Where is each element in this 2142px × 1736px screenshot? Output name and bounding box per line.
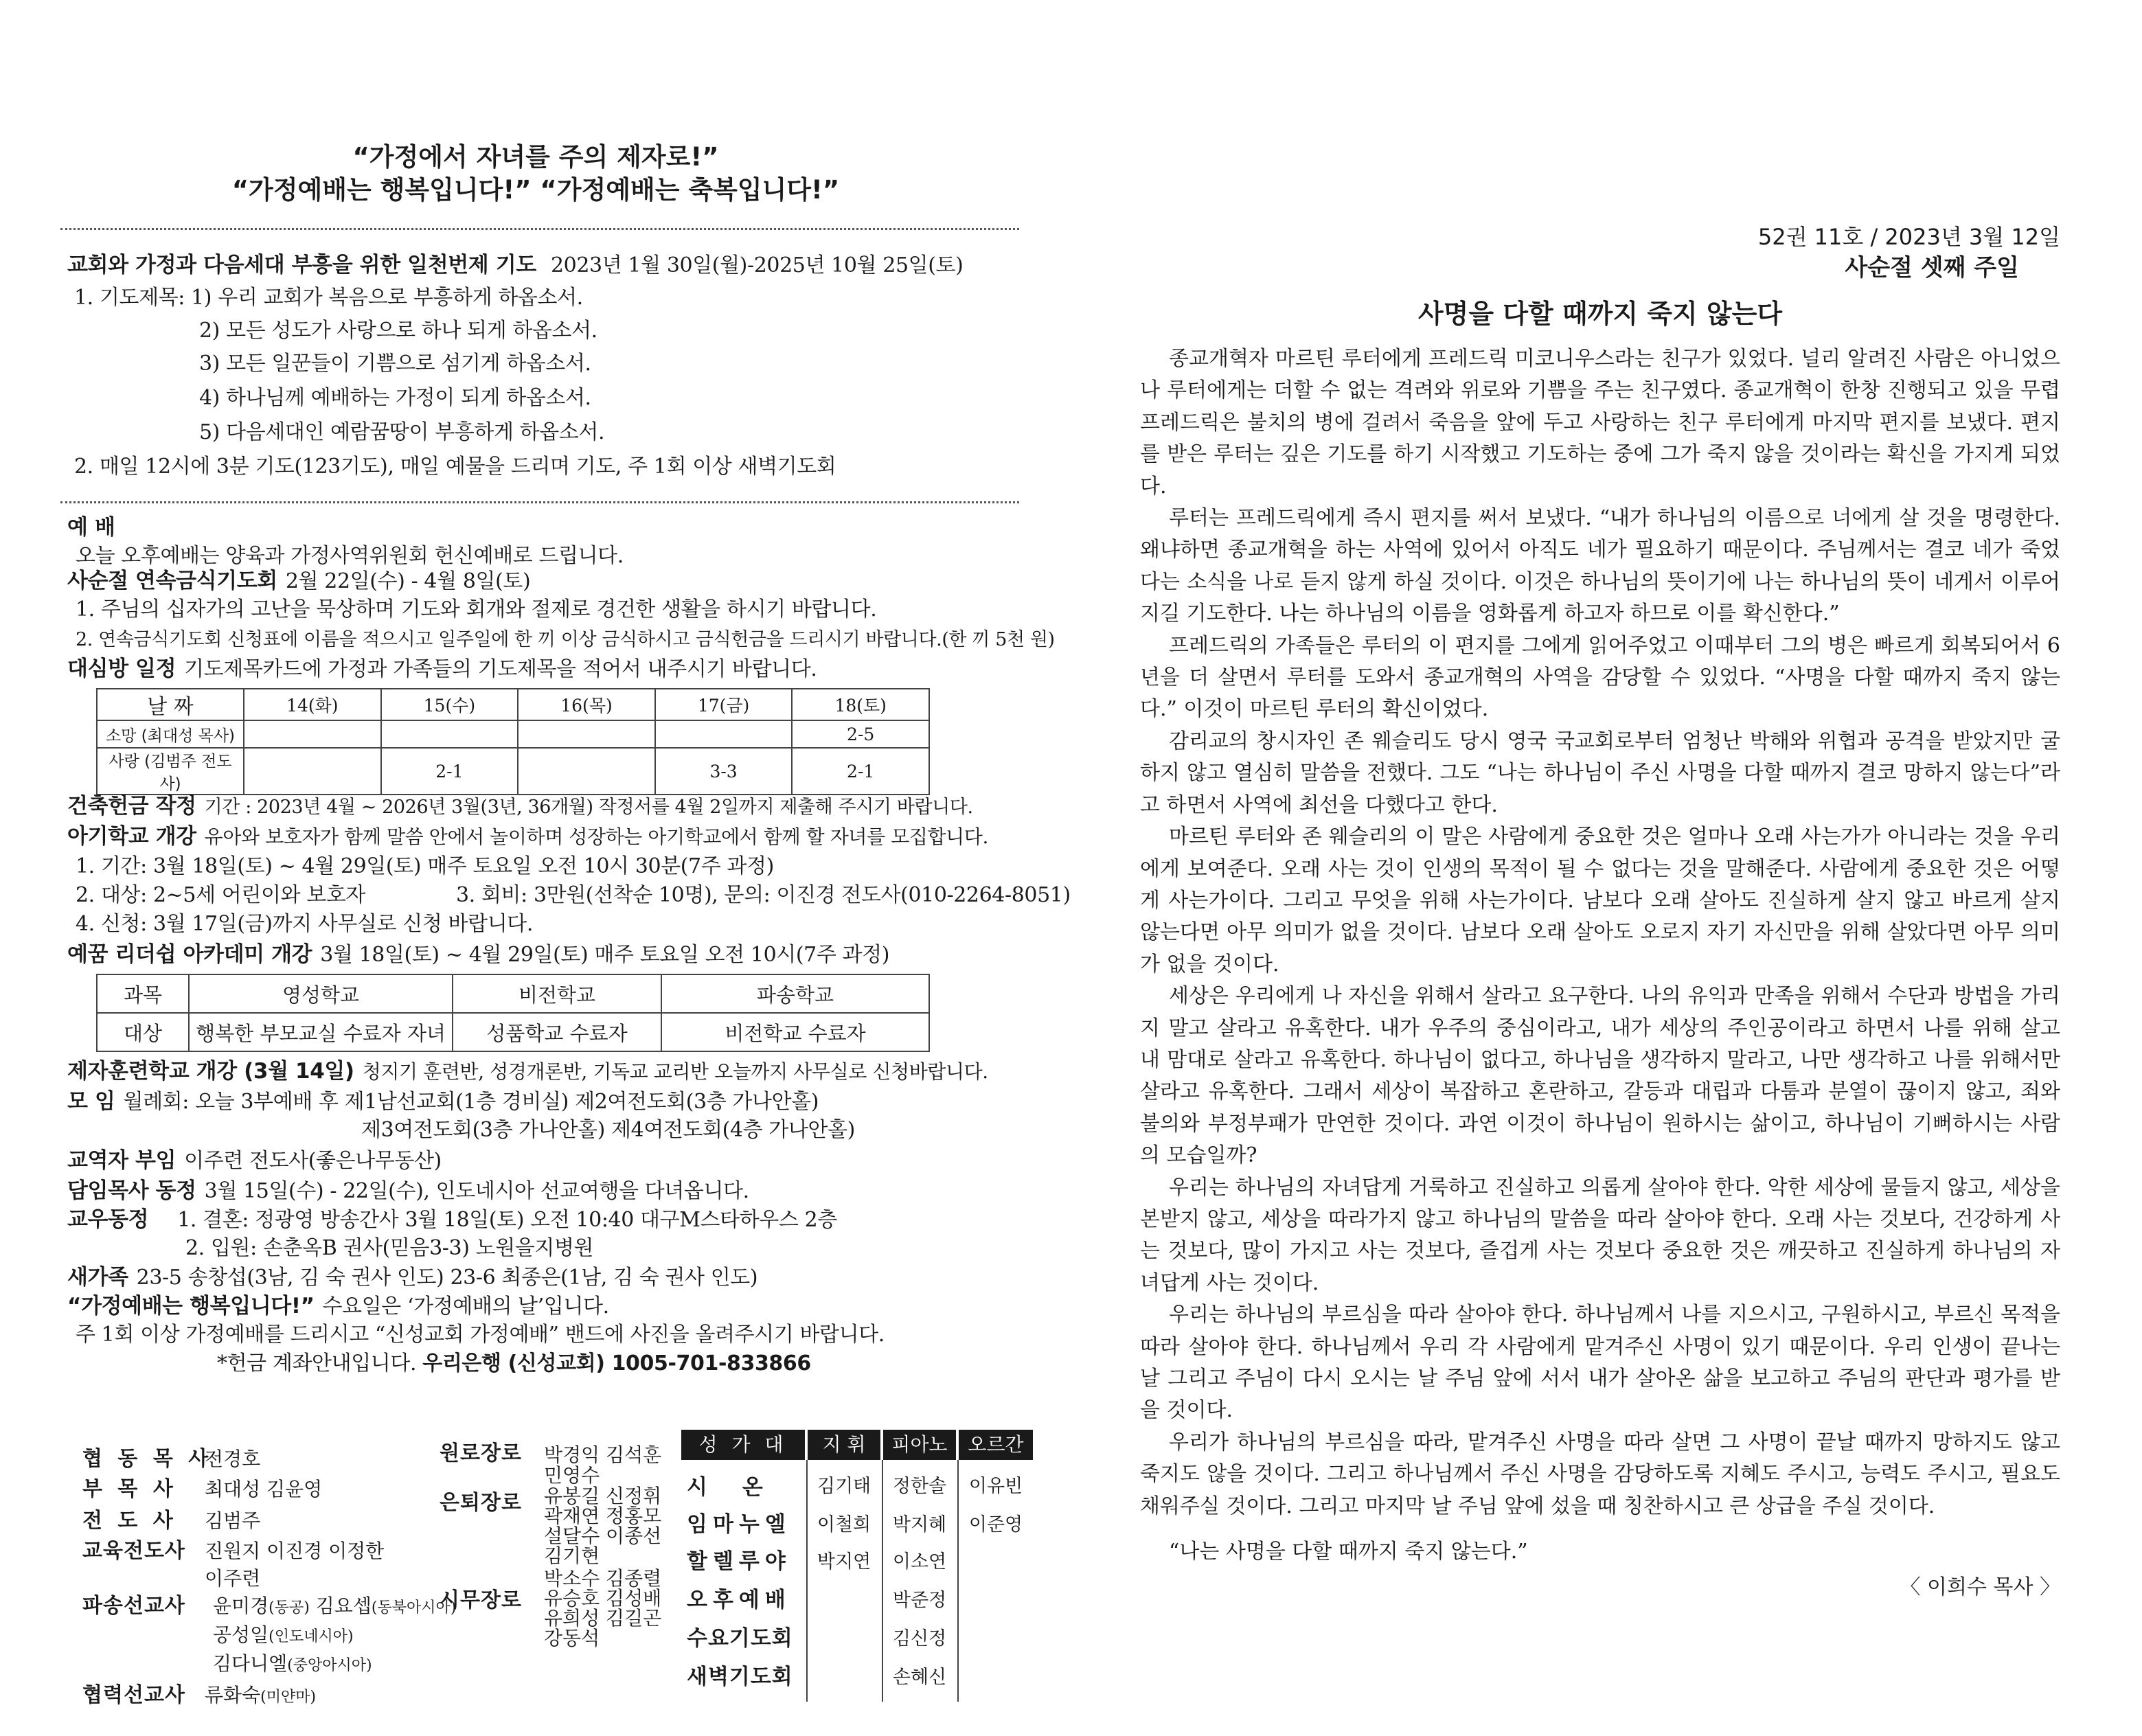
- prayer-subitem: 2) 모든 성도가 사랑으로 하나 되게 하옵소서.: [199, 319, 597, 343]
- staff-name: 김다니엘(중앙아시아): [213, 1652, 372, 1675]
- pianist-name: 이소연: [892, 1551, 947, 1573]
- motto-line-2: “가정예배는 행복입니다!” “가정예배는 축복입니다!”: [231, 175, 840, 205]
- sermon-paragraph: 우리는 하나님의 자녀답게 거룩하고 진실하고 의롭게 살아야 한다. 악한 세상에 물들지 않고, 세상을 본받지 않고, 세상을 따라가지 않고 하나님의 말씀을 따라 살아야 한다. 오래 사는 것보다, 건강하게 사는 것보다, 많이 가지고 사는 것보다, 즐겁게 사는 것보다 중요한 것은 깨끗하고 진실하게 하나님의 자녀답게 사는 것이다.: [1140, 1175, 2060, 1295]
- staff-name: 전경호: [205, 1448, 261, 1470]
- table-header: 16(목): [518, 689, 655, 720]
- prayer-title: [67, 251, 1042, 279]
- family-worship-notice: “가정예배는 행복입니다!” 수요일은 ‘가정예배의 날’입니다.: [67, 1294, 609, 1318]
- role-label: 협 동 목 사: [82, 1447, 213, 1471]
- worship-text: 오늘 오후예배는 양육과 가정사역위원회 헌신예배로 드립니다.: [76, 544, 624, 568]
- table-cell: 2-1: [381, 748, 519, 795]
- baby-school-item-4: 4. 신청: 3월 17일(금)까지 사무실로 신청 바랍니다.: [76, 912, 534, 936]
- staff-arrival-notice: 교역자 부임 이주련 전도사(좋은나무동산): [67, 1148, 442, 1173]
- baby-school-item-2: 2. 대상: 2~5세 어린이와 보호자: [76, 883, 365, 907]
- staff-name: 이주련: [205, 1567, 261, 1590]
- staff-name: 윤미경(동공) 김요셉(동북아시아): [213, 1595, 457, 1617]
- sermon-paragraph: 루터는 프레드릭에게 즉시 편지를 써서 보냈다. “내가 하나님의 이름으로 너에게 살 것을 명령한다. 왜냐하면 종교개혁을 하는 사역에 있어서 아직도 네가 필요하기 때문이다. 주님께서는 결코 네가 죽었다는 소식을 나로 듣지 않게 하실 것이다. 이것은 하나님의 뜻이기에 나는 하나님의 뜻이 네게서 이루어지길 기도한다. 나는 하나님의 이름을 영화롭게 하고자 하므로 이를 확신한다.”: [1140, 506, 2060, 626]
- baby-school-item-3: 3. 회비: 3만원(선착순 10명), 문의: 이진경 전도사(010-2264-8051): [456, 883, 1071, 907]
- table-cell: 2-5: [792, 720, 929, 748]
- building-fund-notice: 건축헌금 작정 기간 : 2023년 4월 ~ 2026년 3월(3년, 36개월) 작정서를 4월 2일까지 제출해 주시기 바랍니다.: [67, 794, 973, 819]
- role-label: 파송선교사: [82, 1594, 185, 1618]
- conductor-name: 박지연: [817, 1551, 871, 1573]
- pianist-name: 박준정: [892, 1590, 947, 1611]
- table-row: [97, 748, 929, 795]
- staff-name: 공성일(인도네시아): [213, 1623, 354, 1646]
- conductor-name: 김기태: [817, 1476, 871, 1497]
- sermon-paragraph: 마르틴 루터와 존 웨슬리의 이 말은 사람에게 중요한 것은 얼마나 오래 사는가가 아니라는 것을 우리에게 보여준다. 오래 사는 것이 인생의 목적이 될 수 없다는 것을 말해준다. 사람에게 중요한 것은 어떻게 사는가이다. 그리고 무엇을 위해 사는가이다. 남보다 오래 살아도 진실하게 살지 않고 바르게 살지 않는다면 아무 의미가 없을 것이다. 남보다 오래 살아도 오로지 자기 자신만을 위해 살았다면 아무 의미가 없을 것이다.: [1140, 825, 2060, 976]
- table-cell: [655, 720, 793, 748]
- table-row: [97, 689, 929, 720]
- liturgical-week: 사순절 셋째 주일: [1845, 254, 2019, 282]
- choir-service: 새벽기도회: [687, 1665, 793, 1689]
- table-header: 15(수): [381, 689, 519, 720]
- table-row: [97, 720, 929, 748]
- divider: [60, 501, 1019, 503]
- elder-names: 박경익 김석훈 민영수: [544, 1443, 662, 1487]
- worship-heading: 예 배: [67, 515, 115, 540]
- role-label: 협력선교사: [82, 1683, 185, 1707]
- table-cell: 소망 (최대성 목사): [97, 720, 244, 748]
- table-header: 17(금): [655, 689, 793, 720]
- lent-notice: 사순절 연속금식기도회 2월 22일(수) - 4월 8일(토): [67, 569, 531, 593]
- table-row: [97, 1013, 929, 1051]
- member-news-notice: 교우동정 1. 결혼: 정광영 방송간사 3월 18일(토) 오전 10:40 대구M스타하우스 2층: [67, 1207, 837, 1232]
- member-news-line-2: 2. 입원: 손춘옥B 권사(믿음3-3) 노원을지병원: [185, 1236, 594, 1260]
- table-cell: [244, 748, 381, 795]
- role-label: 교육전도사: [82, 1539, 185, 1563]
- table-header: 14(화): [244, 689, 381, 720]
- bank-account: *헌금 계좌안내입니다. 우리은행 (신성교회) 1005-701-833866: [217, 1351, 811, 1375]
- table-header: 18(토): [792, 689, 929, 720]
- discipleship-notice: 제자훈련학교 개강 (3월 14일) 청지기 훈련반, 성경개론반, 기독교 교리반 오늘까지 사무실로 신청바랍니다.: [67, 1059, 988, 1084]
- elder-names: 유봉길 신정휘 곽재연 정홍모 설달수 이종선 김기현: [544, 1485, 662, 1567]
- organist-name: 이준영: [968, 1514, 1023, 1535]
- sermon-quote: “나는 사명을 다할 때까지 죽지 않는다.”: [1169, 1540, 1528, 1564]
- choir-header: 피아노: [883, 1430, 956, 1460]
- table-cell: 대상: [97, 1013, 189, 1051]
- sermon-paragraph: 종교개혁자 마르틴 루터에게 프레드릭 미코니우스라는 친구가 있었다. 널리 알려진 사람은 아니었으나 루터에게는 더할 수 없는 격려와 위로와 기쁨을 주는 친구였다. 종교개혁이 한창 진행되고 있을 무렵 프레드릭은 불치의 병에 걸려서 죽음을 앞에 두고 사랑하는 친구 루터에게 마지막 편지를 보냈다. 편지를 받은 루터는 깊은 기도를 하기 시작했고 기도하는 중에 그가 죽지 않을 것이라는 확신을 가지게 되었다.: [1140, 347, 2060, 499]
- role-label: 은퇴장로: [440, 1491, 522, 1515]
- table-cell: 2-1: [792, 748, 929, 795]
- staff-name: 진원지 이진경 이정한: [205, 1540, 385, 1562]
- table-cell: 3-3: [655, 748, 793, 795]
- table-cell: 사랑 (김범주 전도사): [97, 748, 244, 795]
- table-header: 파송학교: [661, 974, 929, 1013]
- organist-name: 이유빈: [968, 1476, 1023, 1497]
- prayer-item-1: 1. 기도제목: 1) 우리 교회가 복음으로 부흥하게 하옵소서.: [74, 286, 583, 310]
- table-cell: 성품학교 수료자: [453, 1013, 661, 1051]
- table-cell: [518, 748, 655, 795]
- pianist-name: 정한솔: [892, 1476, 947, 1497]
- staff-name: 최대성 김윤영: [205, 1478, 323, 1500]
- lent-item-1: 1. 주님의 십자가의 고난을 묵상하며 기도와 회개와 절제로 경건한 생활을 하시기 바랍니다.: [76, 597, 877, 621]
- sermon-paragraph: 프레드릭의 가족들은 루터의 이 편지를 그에게 읽어주었고 이때부터 그의 병은 빠르게 회복되어서 6년을 더 살면서 루터를 도와서 종교개혁의 사역을 감당할 수 있었다. “사명을 다할 때까지 죽지 않는다.” 이것이 마르틴 루터의 확신이었다.: [1140, 633, 2060, 722]
- choir-service: 오후예배: [687, 1588, 791, 1612]
- baby-school-item-1: 1. 기간: 3월 18일(토) ~ 4월 29일(토) 매주 토요일 오전 10시 30분(7주 과정): [76, 854, 774, 878]
- meetings-line-2: 제3여전도회(3층 가나안홀) 제4여전도회(4층 가나안홀): [361, 1118, 855, 1142]
- issue-info: 52권 11호 / 2023년 3월 12일: [1757, 224, 2060, 250]
- table-header: 비전학교: [453, 974, 661, 1013]
- elder-names: 박소수 김종렬 유승호 김성배 유희성 김길곤 강동석: [544, 1567, 662, 1649]
- academy-table: [96, 974, 930, 1052]
- prayer-heading: 교회와 가정과 다음세대 부흥을 위한 일천번제 기도: [67, 253, 536, 277]
- table-cell: 행복한 부모교실 수료자 자녀: [189, 1013, 453, 1051]
- table-cell: 비전학교 수료자: [661, 1013, 929, 1051]
- role-label: 시무장로: [440, 1588, 522, 1612]
- staff-name: 류화숙(미얀마): [205, 1684, 317, 1706]
- sermon-paragraph: 우리가 하나님의 부르심을 따라, 맡겨주신 사명을 따라 살면 그 사명이 끝날 때까지 망하지도 않고 죽지도 않을 것이다. 그리고 하나님께서 주신 사명을 감당하도록 지혜도 주시고, 능력도 주시고, 필요도 채워주실 것이다. 그리고 마지막 날 주님 앞에 섰을 때 칭찬하시고 큰 상급을 주실 것이다.: [1140, 1430, 2060, 1518]
- prayer-period: 2023년 1월 30일(월)-2025년 10월 25일(토): [550, 253, 964, 277]
- conductor-name: 이철희: [817, 1514, 871, 1535]
- choir-service: 할렐루야: [687, 1549, 791, 1574]
- prayer-subitem: 5) 다음세대인 예람꿈땅이 부흥하게 하옵소서.: [199, 420, 605, 444]
- sermon-paragraph: 세상은 우리에게 나 자신을 위해서 살라고 요구한다. 나의 유익과 만족을 위해서 수단과 방법을 가리지 말고 살라고 유혹한다. 내가 우주의 중심이라고, 내가 세상의 주인공이라고 하면서 나를 위해 살고 내 맘대로 살라고 유혹한다. 하나님이 없다고, 하나님을 생각하지 말라고, 나만 생각하고 나를 위해서만 살라고 유혹한다. 그래서 세상이 복잡하고 혼란하고, 갈등과 대립과 다툼과 분열이 끊이지 않고, 죄와 불의와 부정부패가 만연한 것이다. 과연 이것이 하나님이 원하시는 삶이고, 하나님이 기뻐하시는 사람의 모습일까?: [1140, 984, 2060, 1168]
- motto-line-1: “가정에서 자녀를 주의 제자로!”: [352, 142, 719, 172]
- table-cell: [381, 720, 519, 748]
- table-row: [97, 974, 929, 1013]
- choir-header: 성 가 대: [681, 1430, 805, 1460]
- leadership-academy-notice: 예꿈 리더쉽 아카데미 개강 3월 18일(토) ~ 4월 29일(토) 매주 토요일 오전 10시(7주 과정): [67, 942, 890, 967]
- sermon-title: 사명을 다할 때까지 죽지 않는다: [1417, 299, 1783, 329]
- sermon-paragraph: 우리는 하나님의 부르심을 따라 살아야 한다. 하나님께서 나를 지으시고, 구원하시고, 부르신 목적을 따라 살아야 한다. 하나님께서 우리 각 사람에게 맡겨주신 사명이 있기 때문이다. 우리 인생이 끝나는 날 그리고 주님이 다시 오시는 날 주님 앞에 서서 내가 살아온 삶을 보고하고 주님의 판단과 평가를 받을 것이다.: [1140, 1303, 2060, 1423]
- role-label: 원로장로: [440, 1441, 522, 1465]
- choir-service: 임마누엘: [687, 1512, 791, 1537]
- staff-name: 김범주: [205, 1509, 261, 1532]
- visit-schedule-table: [96, 688, 930, 795]
- pianist-name: 손혜신: [892, 1667, 947, 1688]
- table-cell: [518, 720, 655, 748]
- prayer-subitem: 3) 모든 일꾼들이 기쁨으로 섬기게 하옵소서.: [199, 352, 591, 376]
- table-header: 날 짜: [97, 689, 244, 720]
- divider: [60, 228, 1019, 230]
- prayer-item-2: 2. 매일 12시에 3분 기도(123기도), 매일 예물을 드리며 기도, 주 1회 이상 새벽기도회: [74, 455, 836, 479]
- pastor-news-notice: 담임목사 동정 3월 15일(수) - 22일(수), 인도네시아 선교여행을 다녀옵니다.: [67, 1178, 749, 1203]
- prayer-subitem: 4) 하나님께 예배하는 가정이 되게 하옵소서.: [199, 386, 591, 410]
- sermon-body: [1140, 343, 2060, 1522]
- pianist-name: 박지혜: [892, 1514, 947, 1535]
- sermon-author: 〈 이희수 목사 〉: [1900, 1575, 2060, 1599]
- choir-service: 수요기도회: [687, 1626, 793, 1651]
- pianist-name: 김신정: [892, 1628, 947, 1649]
- meetings-notice: 모 임 월례회: 오늘 3부예배 후 제1남선교회(1층 경비실) 제2여전도회(3층 가나안홀): [67, 1089, 819, 1114]
- choir-header: 오르간: [959, 1430, 1033, 1460]
- table-header: 과목: [97, 974, 189, 1013]
- table-cell: [244, 720, 381, 748]
- table-header: 영성학교: [189, 974, 453, 1013]
- sermon-paragraph: 감리교의 창시자인 존 웨슬리도 당시 영국 국교회로부터 엄청난 박해와 위협과 공격을 받았지만 굴하지 않고 열심히 말씀을 전했다. 그도 “나는 하나님이 주신 사명을 다할 때까지 결코 망하지 않는다”라고 하면서 사역에 최선을 다했다고 한다.: [1140, 729, 2060, 817]
- role-label: 전 도 사: [82, 1509, 177, 1533]
- lent-item-2: 2. 연속금식기도회 신청표에 이름을 적으시고 일주일에 한 끼 이상 금식하시고 금식헌금을 드리시기 바랍니다.(한 끼 5천 원): [76, 629, 1055, 650]
- family-worship-line-2: 주 1회 이상 가정예배를 드리시고 “신성교회 가정예배” 밴드에 사진을 올려주시기 바랍니다.: [76, 1323, 885, 1347]
- baby-school-notice: 아기학교 개강 유아와 보호자가 함께 말씀 안에서 놀이하며 성장하는 아기학교에서 함께 할 자녀를 모집합니다.: [67, 824, 988, 849]
- visit-notice: 대심방 일정 기도제목카드에 가정과 가족들의 기도제목을 적어서 내주시기 바랍니다.: [67, 656, 817, 681]
- choir-header: 지 휘: [808, 1430, 880, 1460]
- choir-service: 시 온: [687, 1475, 777, 1500]
- role-label: 부 목 사: [82, 1477, 177, 1501]
- new-family-notice: 새가족 23-5 송창섭(3남, 김 숙 권사 인도) 23-6 최종은(1남, 김 숙 권사 인도): [67, 1265, 758, 1290]
